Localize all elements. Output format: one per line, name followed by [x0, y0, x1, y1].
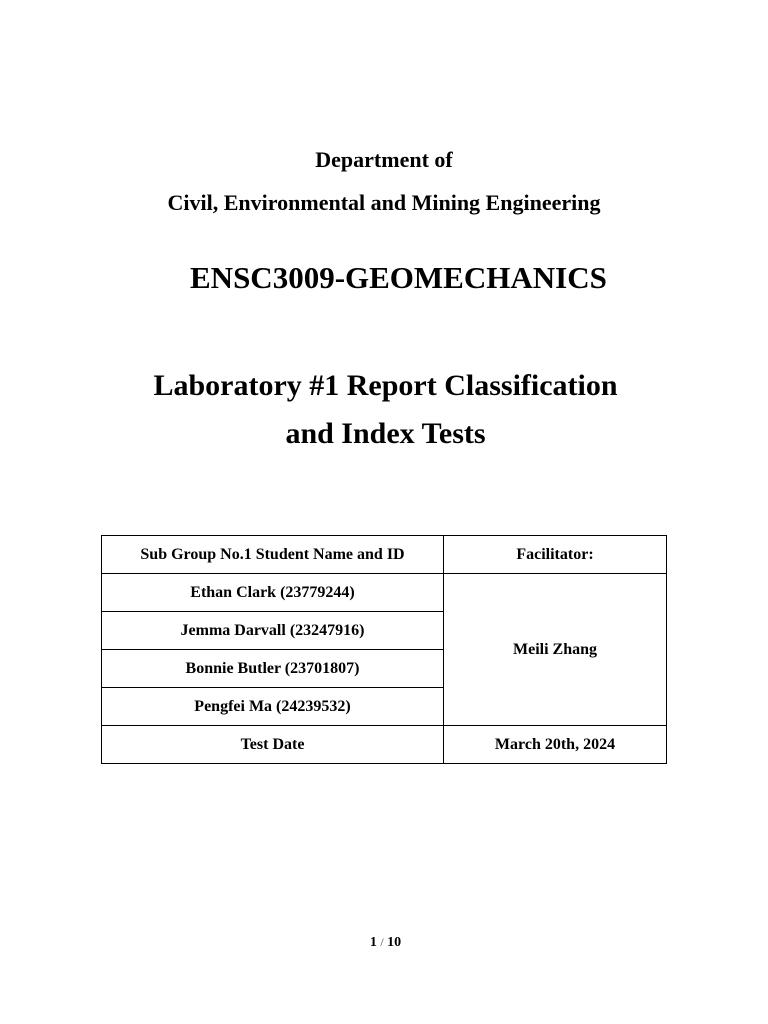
- page-separator: /: [380, 935, 384, 949]
- report-title: [0, 362, 768, 458]
- course-title: ENSC3009-GEOMECHANICS: [190, 260, 607, 295]
- test-date-value: March 20th, 2024: [444, 726, 667, 764]
- student-cell: Jemma Darvall (23247916): [102, 612, 444, 650]
- department-title-line1: Department of: [315, 147, 453, 172]
- student-cell: Pengfei Ma (24239532): [102, 688, 444, 726]
- table-header-row: [102, 536, 667, 574]
- report-title-line2: and Index Tests: [285, 417, 486, 450]
- table-row-test-date: [102, 726, 667, 764]
- facilitator-name-cell: Meili Zhang: [444, 574, 667, 726]
- student-cell: Ethan Clark (23779244): [102, 574, 444, 612]
- test-date-label: Test Date: [102, 726, 444, 764]
- table-row: [102, 574, 667, 612]
- table-header-students: Sub Group No.1 Student Name and ID: [102, 536, 444, 574]
- page-total: 10: [387, 935, 402, 950]
- table-header-facilitator: Facilitator:: [444, 536, 667, 574]
- page-current: 1: [369, 935, 377, 950]
- student-cell: Bonnie Butler (23701807): [102, 650, 444, 688]
- page-number: [0, 933, 768, 952]
- group-info-table: [101, 535, 667, 764]
- department-title-line2: Civil, Environmental and Mining Engineering: [167, 190, 601, 215]
- report-title-line1: Laboratory #1 Report Classification: [153, 369, 618, 402]
